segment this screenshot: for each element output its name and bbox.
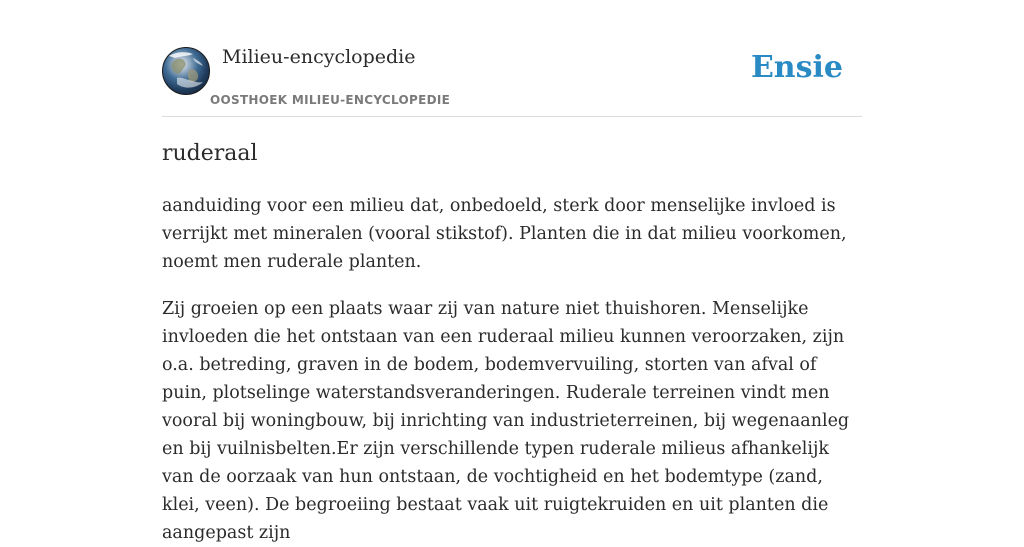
site-subtitle[interactable]: OOSTHOEK MILIEU-ENCYCLOPEDIE bbox=[210, 93, 451, 107]
site-name[interactable]: Milieu-encyclopedie bbox=[222, 46, 416, 68]
article-paragraph: Zij groeien op een plaats waar zij van nature niet thuishoren. Menselijke invloeden die het ontstaan van een ruderaal milieu kunnen veroorzaken, zijn o.a. betreding, graven in de bodem, bodemvervuiling, storten van afval of puin, plotselinge waterstandsveranderingen. Ruderale terreinen vindt men vooral bij woningbouw, bij inrichting van industrieterreinen, bij wegenaanleg en bij vuilnisbelten.Er zijn verschillende typen ruderale milieus afhankelijk van de oorzaak van hun ontstaan, de vochtigheid en het bodemtype (zand, klei, veen). De begroeiing bestaat vaak uit ruigtekruiden en uit planten die aangepast zijn bbox=[162, 299, 850, 543]
earth-globe-icon[interactable] bbox=[162, 47, 210, 95]
brand-logo[interactable]: Ensie bbox=[750, 50, 843, 85]
article-paragraph: aanduiding voor een milieu dat, onbedoeld, sterk door menselijke invloed is verrijkt met mineralen (vooral stikstof). Planten die in dat milieu voorkomen, noemt men ruderale planten. bbox=[162, 196, 847, 272]
site-header bbox=[162, 0, 862, 117]
article-title: ruderaal bbox=[162, 141, 258, 166]
page-container bbox=[162, 0, 862, 543]
